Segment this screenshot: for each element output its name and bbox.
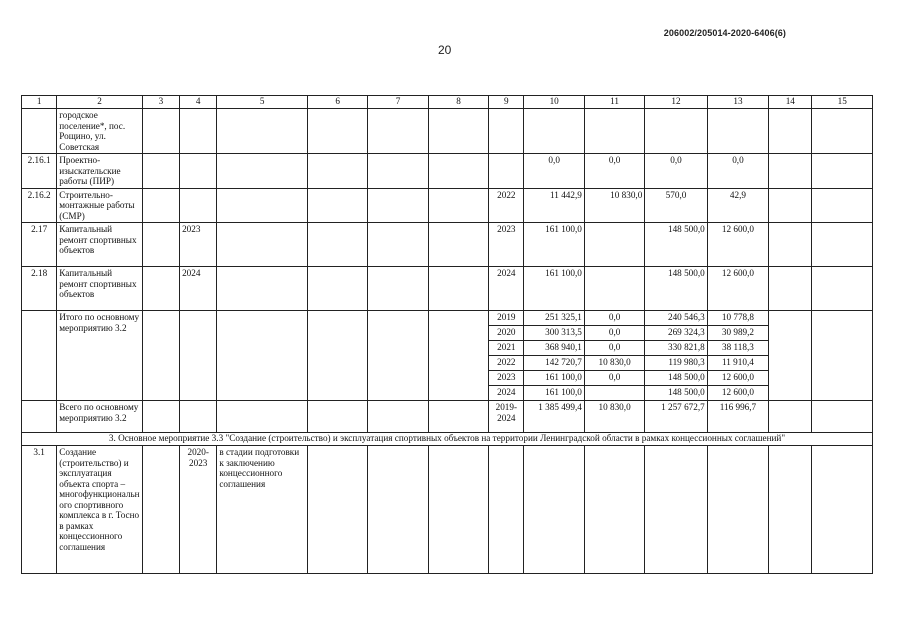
table-row xyxy=(22,401,873,433)
cell-value: 142 720,7 xyxy=(524,356,584,371)
header-cell: 7 xyxy=(368,96,428,109)
cell-value: 148 500,0 xyxy=(645,267,707,311)
cell-value: 269 324,3 xyxy=(645,326,707,341)
cell-value: 0,0 xyxy=(584,311,644,326)
cell-value: 12 600,0 xyxy=(707,223,768,267)
header-cell: 11 xyxy=(584,96,644,109)
cell-year: 2024 xyxy=(489,267,524,311)
cell-status: в стадии подготовки к заключению концессионного соглашения xyxy=(217,446,308,574)
table-row xyxy=(22,446,873,574)
cell-value: 161 100,0 xyxy=(524,371,584,386)
cell-value: 0,0 xyxy=(645,154,707,189)
cell-value: 161 100,0 xyxy=(524,386,584,401)
cell-value: 148 500,0 xyxy=(645,386,707,401)
table-row xyxy=(22,311,873,326)
cell-year: 2023 xyxy=(180,223,217,267)
row-name: Капитальный ремонт спортивных объектов xyxy=(57,267,143,311)
row-number: 3.1 xyxy=(22,446,57,574)
header-cell: 3 xyxy=(142,96,179,109)
section-title: 3. Основное мероприятие 3.3 "Создание (строительство) и эксплуатация спортивных объектов на территории Ленинградской области в рамках концессионных соглашений" xyxy=(22,433,873,446)
table-row xyxy=(22,154,873,189)
header-cell: 5 xyxy=(217,96,308,109)
row-name: Создание (строительство) и эксплуатация объекта спорта – многофункционального спортивного комплекса в г. Тосно в рамках концессионного соглашения xyxy=(57,446,143,574)
cell-year: 2020 xyxy=(489,326,524,341)
header-cell: 9 xyxy=(489,96,524,109)
cell-value: 0,0 xyxy=(584,341,644,356)
cell-value: 330 821,8 xyxy=(645,341,707,356)
cell-value xyxy=(584,386,644,401)
header-cell: 10 xyxy=(524,96,584,109)
cell-value: 10 830,0 xyxy=(584,188,644,223)
cell-value: 119 980,3 xyxy=(645,356,707,371)
cell-value: 161 100,0 xyxy=(524,223,584,267)
header-cell: 1 xyxy=(22,96,57,109)
row-number: 2.16.2 xyxy=(22,188,57,223)
cell-value: 0,0 xyxy=(584,154,644,189)
table-row xyxy=(22,109,873,154)
cell-value: 0,0 xyxy=(707,154,768,189)
cell-period: 2020-2023 xyxy=(180,446,217,574)
cell-value: 161 100,0 xyxy=(524,267,584,311)
cell-value: 10 830,0 xyxy=(584,356,644,371)
row-name: Итого по основному мероприятию 3.2 xyxy=(57,311,143,401)
row-name: Капитальный ремонт спортивных объектов xyxy=(57,223,143,267)
cell-value: 12 600,0 xyxy=(707,386,768,401)
cell-value: 148 500,0 xyxy=(645,371,707,386)
cell-value: 12 600,0 xyxy=(707,267,768,311)
cell-value: 368 940,1 xyxy=(524,341,584,356)
cell-value: 12 600,0 xyxy=(707,371,768,386)
cell-value: 11 442,9 xyxy=(524,188,584,223)
cell-value: 251 325,1 xyxy=(524,311,584,326)
table-row xyxy=(22,267,873,311)
header-cell: 15 xyxy=(812,96,873,109)
budget-table xyxy=(21,95,873,574)
cell-year: 2022 xyxy=(489,356,524,371)
cell-value: 11 910,4 xyxy=(707,356,768,371)
header-cell: 8 xyxy=(428,96,488,109)
page-number: 20 xyxy=(438,43,452,57)
row-name: Всего по основному мероприятию 3.2 xyxy=(57,401,143,433)
cell-value: 116 996,7 xyxy=(707,401,768,433)
row-number: 2.18 xyxy=(22,267,57,311)
document-number: 206002/205014-2020-6406(6) xyxy=(663,28,786,38)
row-name: городское поселение*, пос. Рощино, ул. Советская xyxy=(57,109,143,154)
header-cell: 4 xyxy=(180,96,217,109)
cell-value: 1 385 499,4 xyxy=(524,401,584,433)
header-cell: 2 xyxy=(57,96,143,109)
header-cell: 14 xyxy=(769,96,812,109)
header-cell: 12 xyxy=(645,96,707,109)
cell-value: 1 257 672,7 xyxy=(645,401,707,433)
cell-year: 2024 xyxy=(489,386,524,401)
row-name: Строительно-монтажные работы (СМР) xyxy=(57,188,143,223)
row-name: Проектно-изыскательские работы (ПИР) xyxy=(57,154,143,189)
cell-value: 300 313,5 xyxy=(524,326,584,341)
table-row xyxy=(22,188,873,223)
cell-year: 2023 xyxy=(489,223,524,267)
cell-year: 2024 xyxy=(180,267,217,311)
cell-year: 2023 xyxy=(489,371,524,386)
cell-value: 0,0 xyxy=(584,371,644,386)
cell-value: 240 546,3 xyxy=(645,311,707,326)
cell-year: 2019-2024 xyxy=(489,401,524,433)
cell-year: 2021 xyxy=(489,341,524,356)
table-row xyxy=(22,223,873,267)
row-number: 2.16.1 xyxy=(22,154,57,189)
cell-value: 38 118,3 xyxy=(707,341,768,356)
cell-value: 148 500,0 xyxy=(645,223,707,267)
cell-value: 0,0 xyxy=(584,326,644,341)
cell-value: 10 830,0 xyxy=(584,401,644,433)
section-header-row xyxy=(22,433,873,446)
cell-value: 42,9 xyxy=(707,188,768,223)
row-number: 2.17 xyxy=(22,223,57,267)
cell-year: 2022 xyxy=(489,188,524,223)
header-cell: 6 xyxy=(307,96,367,109)
cell-value: 0,0 xyxy=(524,154,584,189)
cell-year: 2019 xyxy=(489,311,524,326)
cell-value: 570,0 xyxy=(645,188,707,223)
header-cell: 13 xyxy=(707,96,768,109)
cell-value: 30 989,2 xyxy=(707,326,768,341)
header-row xyxy=(22,96,873,109)
cell-value: 10 778,8 xyxy=(707,311,768,326)
